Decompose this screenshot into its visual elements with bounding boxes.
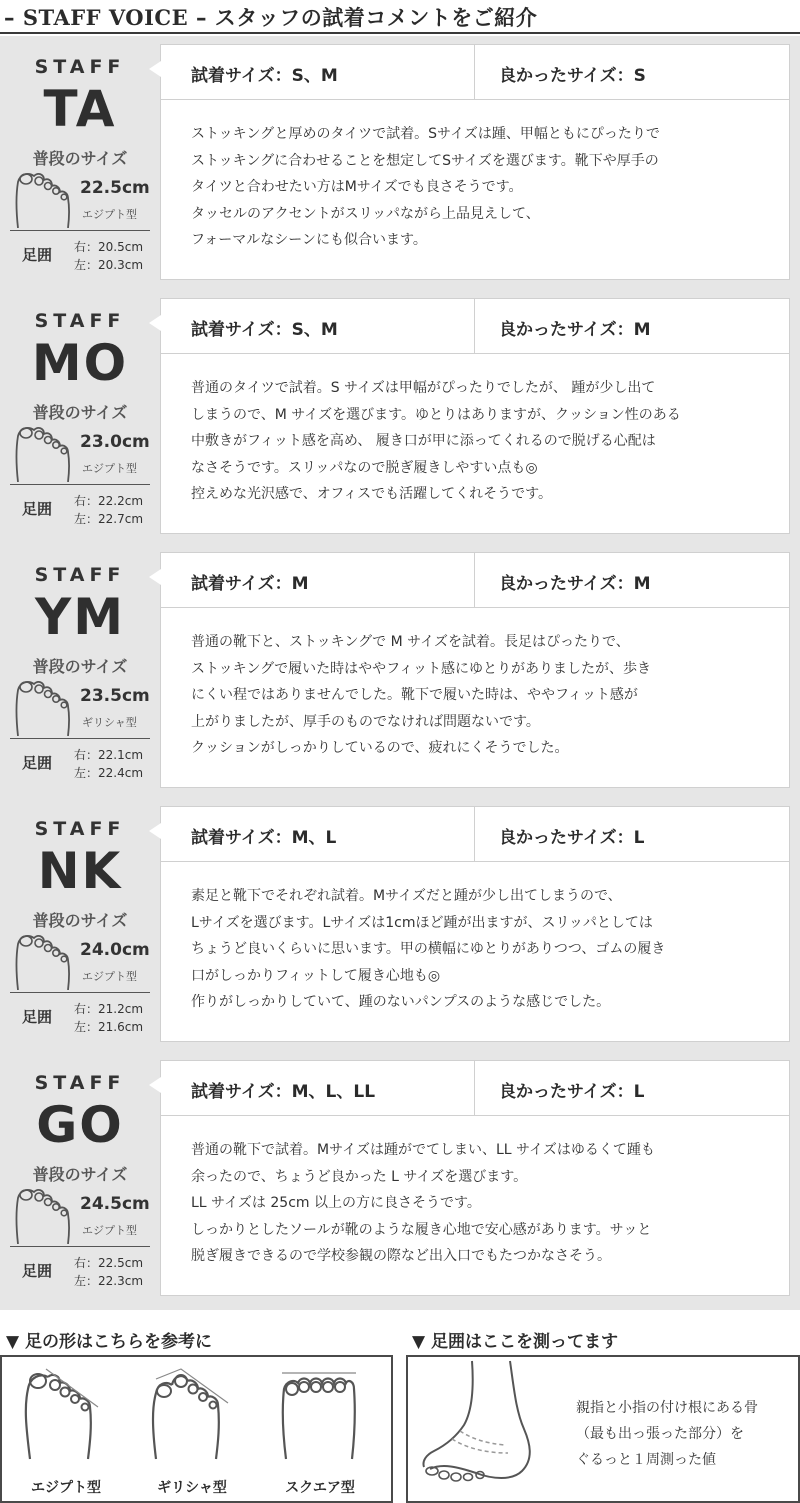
comment-line: タッセルのアクセントがスリッパながら上品見えして、 [191, 205, 540, 222]
section-header [0, 0, 800, 34]
speech-tab [149, 315, 161, 331]
comment-panel [160, 1060, 790, 1296]
girth-left: 左：22.7cm [74, 512, 144, 526]
tried-size: 試着サイズ：M、L [161, 807, 475, 862]
usual-size-value: 23.0cm [80, 432, 150, 452]
usual-size-value: 22.5cm [80, 178, 150, 198]
staff-card [0, 36, 800, 290]
comment-panel [160, 552, 790, 788]
staff-label: STAFF [34, 564, 126, 586]
girth-measure-note [576, 1395, 758, 1473]
foot-side-icon [412, 1359, 572, 1499]
good-size: 良かったサイズ：M [475, 553, 789, 608]
good-size: 良かったサイズ：L [475, 1061, 789, 1116]
comment-line: 作りがしっかりしていて、踵のないパンプスのような感じでした。 [191, 994, 611, 1010]
usual-size-value: 24.0cm [80, 940, 150, 960]
staff-card [0, 544, 800, 798]
foot-shape-title: ▼ 足の形はこちらを参考に [6, 1332, 212, 1352]
comment-line: 普通の靴下と、ストッキングで M サイズを試着。長足はぴったりで、 [191, 634, 630, 650]
girth-right: 右：22.1cm [74, 748, 144, 762]
staff-card [0, 798, 800, 1052]
girth-right: 右：21.2cm [74, 1002, 144, 1016]
foot-shape-icon [14, 1186, 76, 1244]
girth-right: 右：22.5cm [74, 1256, 144, 1270]
tried-size: 試着サイズ：M、L、LL [161, 1061, 475, 1116]
note-line: 親指と小指の付け根にある骨 [576, 1400, 758, 1416]
usual-size-value: 24.5cm [80, 1194, 150, 1214]
usual-size-label: 普段のサイズ [32, 911, 128, 930]
staff-card [0, 290, 800, 544]
note-line: （最も出っ張った部分）を [576, 1426, 744, 1442]
comment-line: フォーマルなシーンにも似合います。 [191, 232, 427, 248]
girth-left: 左：22.3cm [74, 1274, 144, 1288]
staff-initials: MO [31, 334, 129, 392]
tried-size: 試着サイズ：S、M [161, 299, 475, 354]
egyptian-label: エジプト型 [31, 1480, 101, 1496]
comment-line: タイツと合わせたい方はMサイズでも良さそうです。 [191, 179, 523, 195]
title-japanese: スタッフの試着コメントをご紹介 [214, 6, 538, 30]
square-label: スクエア型 [285, 1480, 355, 1496]
section-title [4, 2, 537, 32]
usual-size-value: 23.5cm [80, 686, 150, 706]
greek-foot-icon [146, 1367, 246, 1463]
foot-shape-icon [14, 932, 76, 990]
divider [10, 230, 150, 231]
title-english: STAFF VOICE [22, 5, 189, 30]
girth-measure-guide [406, 1355, 800, 1503]
divider [10, 484, 150, 485]
good-size: 良かったサイズ：S [475, 45, 789, 100]
staff-label: STAFF [34, 818, 126, 840]
girth-label: 足囲 [22, 500, 53, 518]
girth-label: 足囲 [22, 246, 53, 264]
comment-line: LL サイズは 25cm 以上の方に良さそうです。 [191, 1195, 481, 1211]
staff-initials: GO [36, 1096, 124, 1154]
usual-size-label: 普段のサイズ [32, 403, 128, 422]
comment-line: ストッキングと厚めのタイツで試着。Sサイズは踵、甲幅ともにぴったりで [191, 126, 660, 142]
comment-line: 普通の靴下で試着。Mサイズは踵がでてしまい、LL サイズはゆるくて踵も [191, 1142, 655, 1158]
comment-line: ストッキングに合わせることを想定してSサイズを選びます。靴下や厚手の [191, 152, 659, 169]
staff-label: STAFF [34, 56, 126, 78]
divider [10, 738, 150, 739]
comment-line: 中敷きがフィット感を高め、 履き口が甲に添ってくれるので脱げる心配は [191, 433, 656, 449]
comment-line: Lサイズを選びます。Lサイズは1cmほど踵が出ますが、スリッパとしては [191, 914, 653, 931]
speech-tab [149, 61, 161, 77]
girth-label: 足囲 [22, 1008, 53, 1026]
comment-line: 口がしっかりフィットして履き心地も◎ [191, 967, 441, 984]
egyptian-foot-icon [16, 1367, 116, 1463]
comment-panel [160, 298, 790, 534]
comment-line: 素足と靴下でそれぞれ試着。Mサイズだと踵が少し出てしまうので、 [191, 888, 622, 904]
usual-size-label: 普段のサイズ [32, 657, 128, 676]
staff-comment [191, 883, 783, 1016]
staff-comment [191, 121, 783, 254]
comment-line: 脱ぎ履きできるので学校参観の際など出入口でもたつかなさそう。 [191, 1248, 611, 1264]
staff-comment [191, 375, 783, 508]
comment-line: 普通のタイツで試着。S サイズは甲幅がぴったりでしたが、 踵が少し出て [191, 380, 656, 396]
foot-shape-icon [14, 424, 76, 482]
good-size: 良かったサイズ：L [475, 807, 789, 862]
staff-comment [191, 1137, 783, 1270]
girth-left: 左：21.6cm [74, 1020, 144, 1034]
divider [10, 1246, 150, 1247]
foot-type: エジプト型 [82, 1224, 137, 1237]
comment-line: 上がりましたが、厚手のものでなければ問題ないです。 [191, 713, 540, 730]
usual-size-label: 普段のサイズ [32, 149, 128, 168]
comment-panel [160, 806, 790, 1042]
comment-line: にくい程ではありませんでした。靴下で履いた時は、ややフィット感が [191, 687, 638, 703]
comment-line: クッションがしっかりしているので、疲れにくそうでした。 [191, 740, 569, 756]
staff-profile [0, 1052, 160, 1306]
staff-initials: NK [37, 842, 123, 900]
foot-type: エジプト型 [82, 208, 137, 221]
good-size: 良かったサイズ：M [475, 299, 789, 354]
title-dash: – [4, 6, 15, 30]
speech-tab [149, 823, 161, 839]
staff-label: STAFF [34, 1072, 126, 1094]
staff-profile [0, 36, 160, 290]
divider [10, 992, 150, 993]
staff-initials: YM [35, 588, 125, 646]
square-foot-icon [274, 1367, 374, 1463]
comment-line: ストッキングで履いた時はややフィット感にゆとりがありましたが、歩き [191, 660, 652, 677]
staff-label: STAFF [34, 310, 126, 332]
girth-left: 左：20.3cm [74, 258, 144, 272]
comment-line: なさそうです。スリッパなので脱ぎ履きしやすい点も◎ [191, 459, 538, 476]
comment-line: 余ったので、ちょうど良かった L サイズを選びます。 [191, 1168, 528, 1185]
staff-profile [0, 798, 160, 1052]
staff-profile [0, 290, 160, 544]
greek-label: ギリシャ型 [157, 1480, 227, 1496]
foot-type: エジプト型 [82, 970, 137, 983]
foot-shape-icon [14, 678, 76, 736]
comment-line: 控えめな光沢感で、オフィスでも活躍してくれそうです。 [191, 486, 553, 502]
note-line: ぐるっと１周測った値 [576, 1452, 716, 1468]
tried-size: 試着サイズ：S、M [161, 45, 475, 100]
staff-profile [0, 544, 160, 798]
foot-shape-guide [0, 1355, 393, 1503]
comment-line: しまうので、M サイズを選びます。ゆとりはありますが、クッション性のある [191, 406, 681, 423]
comment-line: ちょうど良いくらいに思います。甲の横幅にゆとりがありつつ、ゴムの履き [191, 941, 666, 957]
staff-comments-area [0, 36, 800, 1310]
girth-label: 足囲 [22, 754, 53, 772]
staff-card [0, 1052, 800, 1306]
girth-measure-title: ▼ 足囲はここを測ってます [412, 1332, 618, 1352]
staff-initials: TA [43, 80, 117, 138]
girth-right: 右：22.2cm [74, 494, 144, 508]
comment-panel [160, 44, 790, 280]
staff-comment [191, 629, 783, 762]
usual-size-label: 普段のサイズ [32, 1165, 128, 1184]
foot-type: ギリシャ型 [82, 716, 137, 729]
girth-label: 足囲 [22, 1262, 53, 1280]
girth-right: 右：20.5cm [74, 240, 144, 254]
tried-size: 試着サイズ：M [161, 553, 475, 608]
girth-left: 左：22.4cm [74, 766, 144, 780]
foot-type: エジプト型 [82, 462, 137, 475]
foot-shape-icon [14, 170, 76, 228]
speech-tab [149, 1077, 161, 1093]
comment-line: しっかりとしたソールが靴のような履き心地で安心感があります。サッと [191, 1221, 652, 1238]
title-separator: – [195, 6, 207, 30]
speech-tab [149, 569, 161, 585]
